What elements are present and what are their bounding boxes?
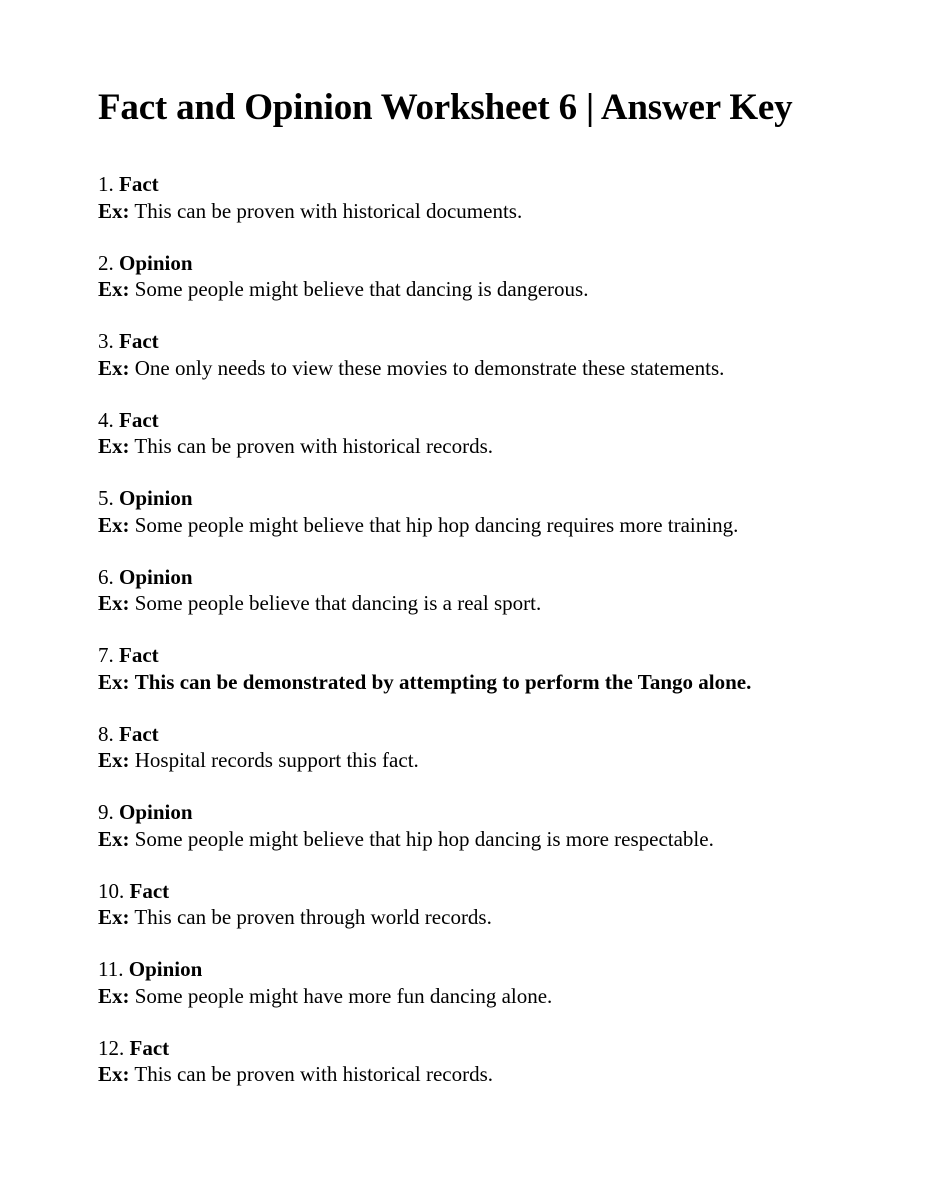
answer-verdict: Fact	[119, 721, 159, 746]
answer-item-3	[98, 328, 878, 407]
answer-explanation: Some people might have more fun dancing alone.	[134, 983, 553, 1008]
answer-explanation: This can be proven with historical records.	[134, 434, 494, 458]
answer-heading	[98, 250, 878, 277]
ex-label: Ex:	[98, 591, 130, 615]
answer-item-10	[98, 878, 878, 957]
answer-explanation: This can be proven with historical records.	[134, 1062, 494, 1086]
answer-list	[98, 171, 878, 1113]
answer-explanation: Some people might believe that dancing is dangerous.	[134, 277, 589, 301]
answer-heading	[98, 1035, 878, 1062]
answer-number: 10.	[98, 878, 125, 903]
ex-label: Ex:	[98, 669, 130, 694]
answer-explanation: Hospital records support this fact.	[134, 748, 419, 772]
answer-heading	[98, 878, 878, 905]
answer-heading	[98, 564, 878, 591]
ex-label: Ex:	[98, 1062, 130, 1086]
answer-number: 7.	[98, 643, 114, 667]
answer-explanation: This can be proven with historical documents.	[134, 198, 523, 223]
answer-explanation: Some people believe that dancing is a real sport.	[134, 591, 542, 615]
answer-number: 6.	[98, 564, 114, 589]
answer-explanation-line	[98, 590, 878, 617]
answer-heading	[98, 956, 878, 983]
answer-explanation: Some people might believe that hip hop dancing requires more training.	[134, 512, 739, 537]
ex-label: Ex:	[98, 512, 130, 537]
answer-verdict: Fact	[119, 643, 159, 667]
answer-number: 11.	[98, 957, 124, 981]
answer-explanation-line	[98, 276, 878, 303]
answer-explanation-line	[98, 826, 878, 853]
answer-explanation: This can be proven through world records.	[134, 905, 492, 929]
ex-label: Ex:	[98, 434, 130, 458]
ex-label: Ex:	[98, 277, 130, 301]
answer-explanation-line	[98, 904, 878, 931]
answer-item-9	[98, 799, 878, 878]
answer-item-6	[98, 564, 878, 643]
answer-heading	[98, 171, 878, 198]
answer-number: 3.	[98, 329, 114, 353]
answer-explanation-line	[98, 355, 878, 382]
answer-verdict: Fact	[129, 1035, 170, 1060]
answer-heading	[98, 485, 878, 512]
answer-verdict: Fact	[129, 878, 170, 903]
answer-item-4	[98, 407, 878, 486]
page-title: Fact and Opinion Worksheet 6 | Answer Key	[98, 87, 793, 128]
answer-item-2	[98, 250, 878, 329]
answer-verdict: Opinion	[119, 486, 193, 510]
answer-heading	[98, 799, 878, 826]
answer-explanation: This can be demonstrated by attempting to perform the Tango alone.	[134, 669, 752, 694]
answer-heading	[98, 407, 878, 434]
answer-item-12	[98, 1035, 878, 1114]
answer-explanation-line	[98, 669, 878, 696]
ex-label: Ex:	[98, 355, 130, 380]
answer-number: 8.	[98, 721, 114, 746]
answer-heading	[98, 642, 878, 669]
answer-explanation: Some people might believe that hip hop dancing is more respectable.	[134, 826, 714, 851]
answer-verdict: Opinion	[119, 250, 193, 275]
ex-label: Ex:	[98, 198, 130, 223]
ex-label: Ex:	[98, 748, 130, 772]
answer-verdict: Fact	[119, 407, 159, 432]
answer-verdict: Fact	[119, 172, 159, 196]
answer-verdict: Opinion	[119, 800, 193, 824]
answer-item-8	[98, 721, 878, 800]
answer-heading	[98, 721, 878, 748]
answer-verdict: Opinion	[119, 564, 193, 589]
ex-label: Ex:	[98, 826, 130, 851]
answer-explanation-line	[98, 433, 878, 460]
answer-number: 4.	[98, 407, 114, 432]
answer-explanation-line	[98, 512, 878, 539]
answer-item-1	[98, 171, 878, 250]
ex-label: Ex:	[98, 983, 130, 1008]
answer-item-7	[98, 642, 878, 721]
answer-explanation-line	[98, 747, 878, 774]
answer-number: 9.	[98, 800, 114, 824]
answer-verdict: Fact	[119, 329, 159, 353]
answer-heading	[98, 328, 878, 355]
answer-explanation-line	[98, 983, 878, 1010]
answer-explanation-line	[98, 1061, 878, 1088]
ex-label: Ex:	[98, 905, 130, 929]
answer-number: 1.	[98, 172, 114, 196]
answer-verdict: Opinion	[128, 957, 203, 981]
answer-number: 5.	[98, 486, 114, 510]
answer-explanation-line	[98, 198, 878, 225]
answer-item-11	[98, 956, 878, 1035]
answer-number: 12.	[98, 1035, 125, 1060]
answer-number: 2.	[98, 250, 114, 275]
answer-item-5	[98, 485, 878, 564]
answer-explanation: One only needs to view these movies to demonstrate these statements.	[134, 355, 725, 380]
